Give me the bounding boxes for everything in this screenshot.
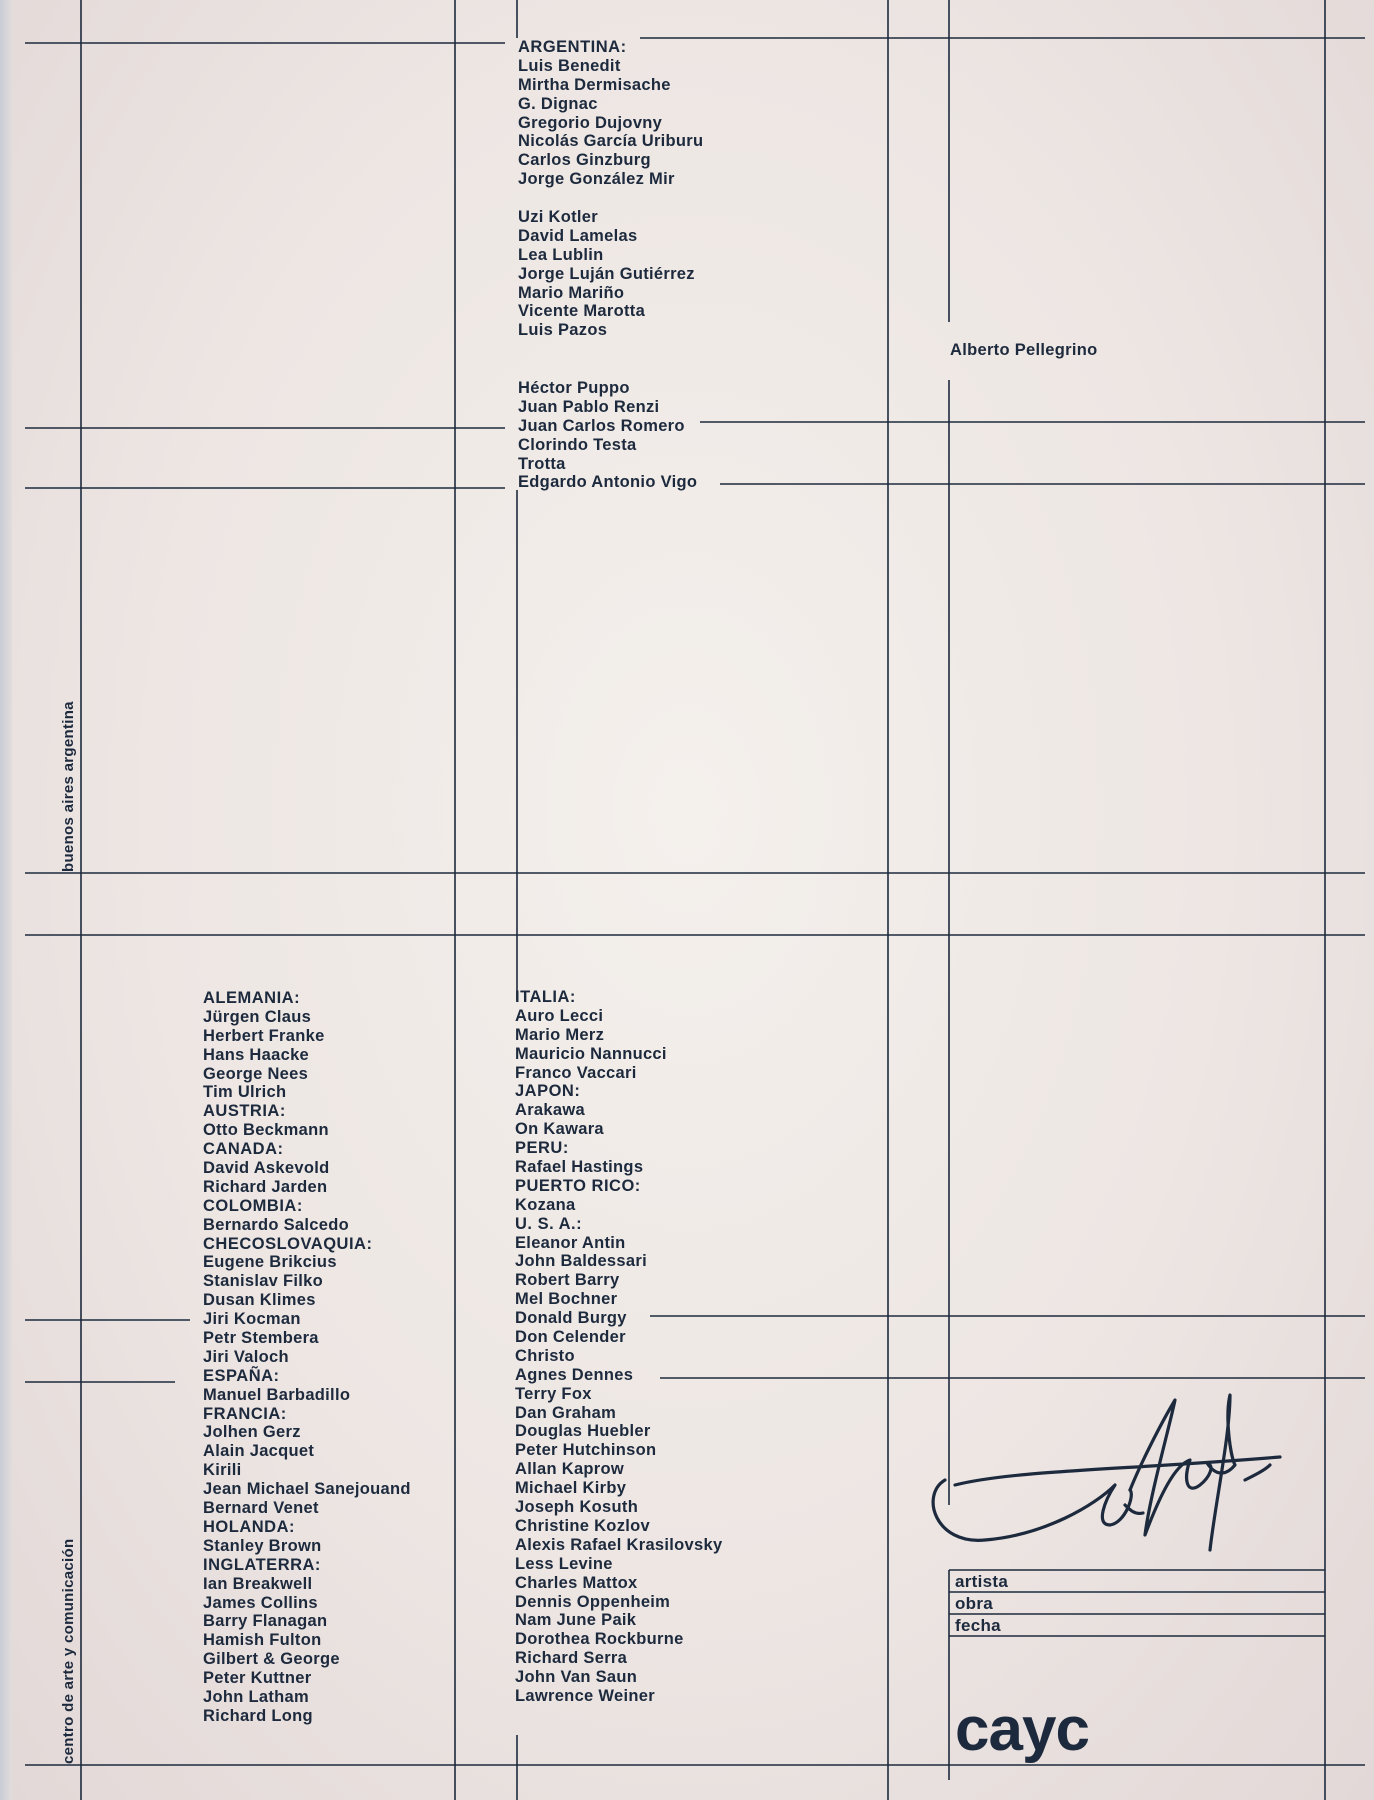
argentina-list-2 xyxy=(518,208,695,340)
artist-name: Donald Burgy xyxy=(515,1309,627,1328)
artist-name: Hamish Fulton xyxy=(203,1631,322,1650)
artist-name: Clorindo Testa xyxy=(518,435,637,454)
artist-name: John Van Saun xyxy=(515,1668,638,1687)
artist-name: Less Levine xyxy=(515,1554,613,1573)
artist-name: Christo xyxy=(515,1346,575,1365)
country-heading: HOLANDA: xyxy=(203,1517,295,1536)
artist-name: James Collins xyxy=(203,1593,318,1612)
artist-label: artista xyxy=(955,1572,1009,1591)
international-list-left xyxy=(203,989,411,1726)
artist-name: Charles Mattox xyxy=(515,1573,638,1592)
artist-name: Michael Kirby xyxy=(515,1479,627,1498)
institution-label: centro de arte y comunicación xyxy=(60,1538,77,1764)
artist-name: Richard Jarden xyxy=(203,1177,328,1196)
artist-name: Mel Bochner xyxy=(515,1290,618,1309)
artist-name: Dusan Klimes xyxy=(203,1291,316,1310)
artist-name: Christine Kozlov xyxy=(515,1516,650,1535)
artist-name: Eleanor Antin xyxy=(515,1233,626,1252)
artist-name: Luis Pazos xyxy=(518,321,608,340)
date-label: fecha xyxy=(955,1616,1001,1635)
work-label: obra xyxy=(955,1594,994,1613)
artist-name: Franco Vaccari xyxy=(515,1063,637,1082)
artist-name: Ian Breakwell xyxy=(203,1574,313,1593)
artist-name: Hans Haacke xyxy=(203,1045,310,1064)
artist-name: Eugene Brikcius xyxy=(203,1253,337,1272)
artist-name: Juan Pablo Renzi xyxy=(518,397,660,416)
artist-name: Allan Kaprow xyxy=(515,1460,625,1479)
artist-name: Barry Flanagan xyxy=(203,1612,328,1631)
artist-name: Lawrence Weiner xyxy=(515,1686,655,1705)
artist-name: Mario Mariño xyxy=(518,283,625,302)
artist-name: Jean Michael Sanejouand xyxy=(203,1480,411,1499)
artist-name: Jorge González Mir xyxy=(518,170,675,189)
country-heading: CHECOSLOVAQUIA: xyxy=(203,1234,373,1253)
artist-name: Dan Graham xyxy=(515,1403,617,1422)
artist-name: Terry Fox xyxy=(515,1384,592,1403)
artist-name: Alain Jacquet xyxy=(203,1442,315,1461)
country-heading: ALEMANIA: xyxy=(203,989,301,1007)
country-heading: ITALIA: xyxy=(515,988,576,1006)
artist-name: Kirili xyxy=(203,1461,242,1480)
artist-name: Joseph Kosuth xyxy=(515,1498,639,1517)
artist-name: Manuel Barbadillo xyxy=(203,1385,351,1404)
artist-name: Lea Lublin xyxy=(518,245,604,264)
artist-name: Tim Ulrich xyxy=(203,1083,287,1102)
country-heading: U. S. A.: xyxy=(515,1214,583,1233)
artist-name: John Baldessari xyxy=(515,1252,647,1271)
artist-name: Trotta xyxy=(518,454,566,473)
artist-name: Gilbert & George xyxy=(203,1650,340,1669)
artist-name: Douglas Huebler xyxy=(515,1422,651,1441)
artist-name: Peter Kuttner xyxy=(203,1669,312,1688)
artist-name: Agnes Dennes xyxy=(515,1365,634,1384)
country-heading: PERU: xyxy=(515,1139,569,1158)
artist-name: Uzi Kotler xyxy=(518,208,599,226)
artist-name: G. Dignac xyxy=(518,94,598,113)
artist-name: Edgardo Antonio Vigo xyxy=(518,473,698,492)
artist-name: Carlos Ginzburg xyxy=(518,151,651,170)
artist-name: Robert Barry xyxy=(515,1271,620,1290)
artist-name: Gregorio Dujovny xyxy=(518,113,663,132)
artist-name: Juan Carlos Romero xyxy=(518,416,685,435)
artist-name: Jorge Luján Gutiérrez xyxy=(518,264,695,283)
artist-name: Peter Hutchinson xyxy=(515,1441,657,1460)
artist-name: Don Celender xyxy=(515,1328,626,1347)
artist-name: Kozana xyxy=(515,1195,576,1214)
artist-name: David Askevold xyxy=(203,1159,330,1178)
country-heading: PUERTO RICO: xyxy=(515,1176,641,1195)
artist-name: Mirtha Dermisache xyxy=(518,75,671,94)
artist-name: Bernardo Salcedo xyxy=(203,1215,350,1234)
artist-name: Rafael Hastings xyxy=(515,1158,644,1177)
country-heading: ARGENTINA: xyxy=(518,38,627,56)
artist-name: Stanislav Filko xyxy=(203,1272,324,1291)
artist-name: Nam June Paik xyxy=(515,1611,637,1630)
artist-name: Auro Lecci xyxy=(515,1006,604,1025)
country-heading: INGLATERRA: xyxy=(203,1555,321,1574)
artist-name: Dorothea Rockburne xyxy=(515,1630,684,1649)
artist-name: Mario Merz xyxy=(515,1025,605,1044)
argentina-list xyxy=(518,38,703,189)
artist-name: Petr Stembera xyxy=(203,1329,319,1348)
country-heading: FRANCIA: xyxy=(203,1404,287,1423)
artist-name: George Nees xyxy=(203,1064,309,1083)
artist-name: Jolhen Gerz xyxy=(203,1423,301,1442)
artist-name: Jiri Kocman xyxy=(203,1310,301,1329)
artist-name: David Lamelas xyxy=(518,226,638,245)
artist-name: Mauricio Nannucci xyxy=(515,1044,667,1063)
artist-name: Alexis Rafael Krasilovsky xyxy=(515,1535,723,1554)
country-heading: COLOMBIA: xyxy=(203,1196,303,1215)
artist-name: John Latham xyxy=(203,1687,309,1706)
artist-name: Luis Benedit xyxy=(518,56,621,75)
artist-name: Héctor Puppo xyxy=(518,379,630,397)
featured-artist: Alberto Pellegrino xyxy=(950,341,1098,359)
international-list-right xyxy=(515,988,722,1706)
artist-name: On Kawara xyxy=(515,1120,604,1139)
artist-name: Herbert Franke xyxy=(203,1026,325,1045)
artist-name: Jiri Valoch xyxy=(203,1347,289,1366)
artist-name: Dennis Oppenheim xyxy=(515,1592,671,1611)
artist-name: Richard Serra xyxy=(515,1649,628,1668)
artist-name: Stanley Brown xyxy=(203,1536,322,1555)
argentina-list-3 xyxy=(518,379,697,492)
signature xyxy=(925,1385,1295,1565)
country-heading: JAPON: xyxy=(515,1082,581,1101)
artist-name: Richard Long xyxy=(203,1706,313,1725)
artist-name: Arakawa xyxy=(515,1101,585,1120)
artist-name: Vicente Marotta xyxy=(518,302,646,321)
country-heading: ESPAÑA: xyxy=(203,1366,280,1385)
city-label: buenos aires argentina xyxy=(60,701,77,872)
artist-name: Bernard Venet xyxy=(203,1499,319,1518)
artist-name: Otto Beckmann xyxy=(203,1121,329,1140)
country-heading: AUSTRIA: xyxy=(203,1102,286,1121)
artist-name: Nicolás García Uriburu xyxy=(518,132,704,151)
artist-name: Jürgen Claus xyxy=(203,1007,312,1026)
cayc-logo: cayc xyxy=(955,1695,1089,1764)
country-heading: CANADA: xyxy=(203,1140,284,1159)
